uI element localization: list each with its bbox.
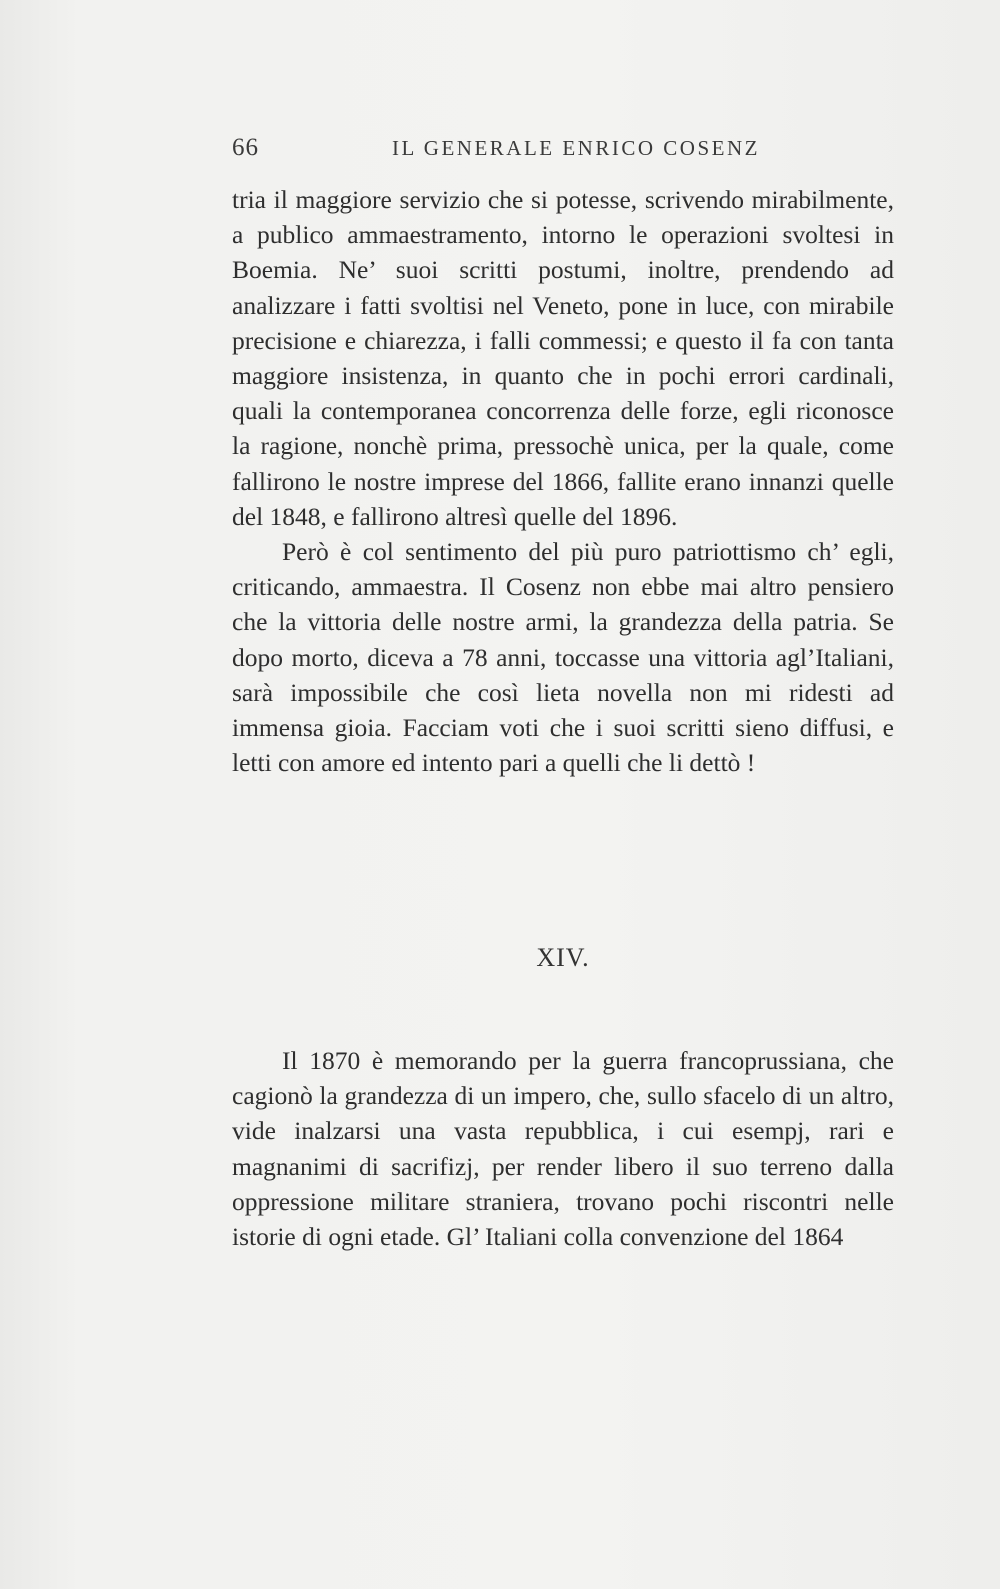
- text-block-top: [232, 182, 894, 780]
- text-block-bottom: [232, 1043, 894, 1254]
- section-heading: XIV.: [536, 943, 590, 972]
- page-header: [232, 134, 894, 168]
- paragraph: Però è col sentimento del più puro patriottismo ch’ egli, criticando, ammaestra. Il Cosenz non ebbe mai altro pensiero che la vittoria delle nostre armi, la grandezza della patria. Se dopo morto, diceva a 78 anni, toccasse una vittoria agl’Italiani, sarà impossibile che così lieta novella non mi ridesti ad immensa gioia. Facciam voti che i suoi scritti sieno diffusi, e letti con amore ed intento pari a quelli che li dettò !: [232, 537, 894, 778]
- paragraph: Il 1870 è memorando per la guerra francoprussiana, che cagionò la grandezza di un impero, che, sullo sfacelo di un altro, vide inalzarsi una vasta repubblica, i cui esempj, rari e magnanimi di sacrifizj, per render libero il suo terreno dalla oppressione militare straniera, trovano pochi riscontri nelle istorie di ogni etade. Gl’ Italiani colla convenzione del 1864: [232, 1046, 894, 1252]
- page-number: 66: [232, 134, 259, 161]
- paragraph-continuation: tria il maggiore servizio che si potesse, scrivendo mirabilmente, a publico ammaestramento, intorno le operazioni svoltesi in Boemia. Ne’ suoi scritti postumi, inoltre, prendendo ad analizzare i fatti svoltisi nel Veneto, pone in luce, con mirabile precisione e chiarezza, i falli commessi; e questo il fa con tanta maggiore insistenza, in quanto che in pochi errori cardinali, quali la contemporanea concorrenza delle forze, egli riconosce la ragione, nonchè prima, pressochè unica, per la quale, come fallirono le nostre imprese del 1866, fallite erano innanzi quelle del 1848, e fallirono altresì quelle del 1896.: [232, 185, 894, 531]
- running-head: IL GENERALE ENRICO COSENZ: [392, 136, 760, 160]
